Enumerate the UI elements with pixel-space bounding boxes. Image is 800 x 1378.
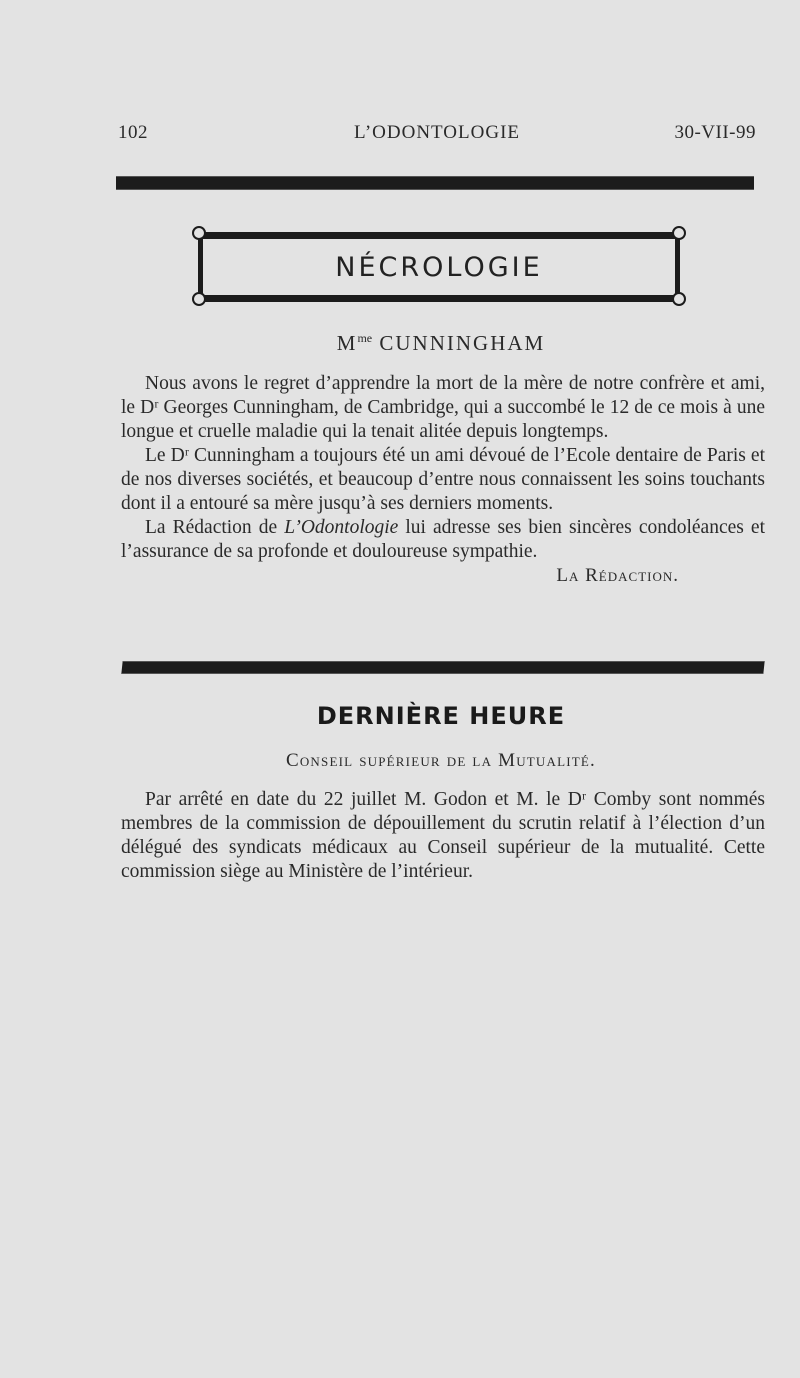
journal-title: L’ODONTOLOGIE <box>353 122 521 143</box>
late-news-heading: DERNIÈRE HEURE <box>316 702 566 730</box>
obituary-body <box>121 372 765 588</box>
signature: La Rédaction. <box>556 565 679 586</box>
page-number: 102 <box>118 122 148 143</box>
issue-date: 30-VII-99 <box>674 122 756 143</box>
late-news-body <box>121 788 765 884</box>
journal-name-italic: L’Odontologie <box>284 517 399 538</box>
header-rule <box>116 176 754 190</box>
obituary-title-prefix: M <box>336 331 358 355</box>
paragraph: Le Dʳ Cunningham a toujours été un ami dévoué de l’Ecole dentaire de Paris et de nos diverses sociétés, et beaucoup d’entre nous connaissent les soins touchants dont il a entouré sa mère jusqu’à ses derniers moments. <box>121 445 765 514</box>
late-news-subheading: Conseil supérieur de la Mutualité. <box>285 750 597 771</box>
paragraph-text: La Rédaction de <box>145 517 285 538</box>
obituary-title-superscript: me <box>357 331 373 345</box>
frame-bottom-bar <box>200 295 678 302</box>
obituary-title-name: CUNNINGHAM <box>372 331 546 355</box>
frame-ornament <box>672 292 686 306</box>
paragraph: Nous avons le regret d’apprendre la mort de la mère de notre confrère et ami, le Dʳ Georges Cunningham, de Cambridge, qui a succombé le 12 de ce mois à une longue et cruelle maladie qui la tenait alitée depuis longtemps. <box>121 373 765 442</box>
paragraph <box>121 516 765 564</box>
obituary-title <box>118 331 764 356</box>
paragraph-text: lui adresse ses bien sincères condoléances et l’assurance de sa profonde et douloureuse sympathie. <box>121 517 765 562</box>
section-title-frame <box>192 226 686 306</box>
frame-ornament <box>672 226 686 240</box>
frame-ornament <box>192 292 206 306</box>
paragraph: Par arrêté en date du 22 juillet M. Godon et M. le Dʳ Comby sont nommés membres de la commission de dépouillement du scrutin relatif à l’élection d’un délégué des syndicats médicaux au Conseil supérieur de la mutualité. Cette commission siège au Ministère de l’intérieur. <box>121 789 765 882</box>
frame-ornament <box>192 226 206 240</box>
frame-top-bar <box>200 232 678 239</box>
section-title: NÉCROLOGIE <box>335 252 543 283</box>
section-divider-rule <box>121 661 764 674</box>
running-header <box>118 122 756 152</box>
